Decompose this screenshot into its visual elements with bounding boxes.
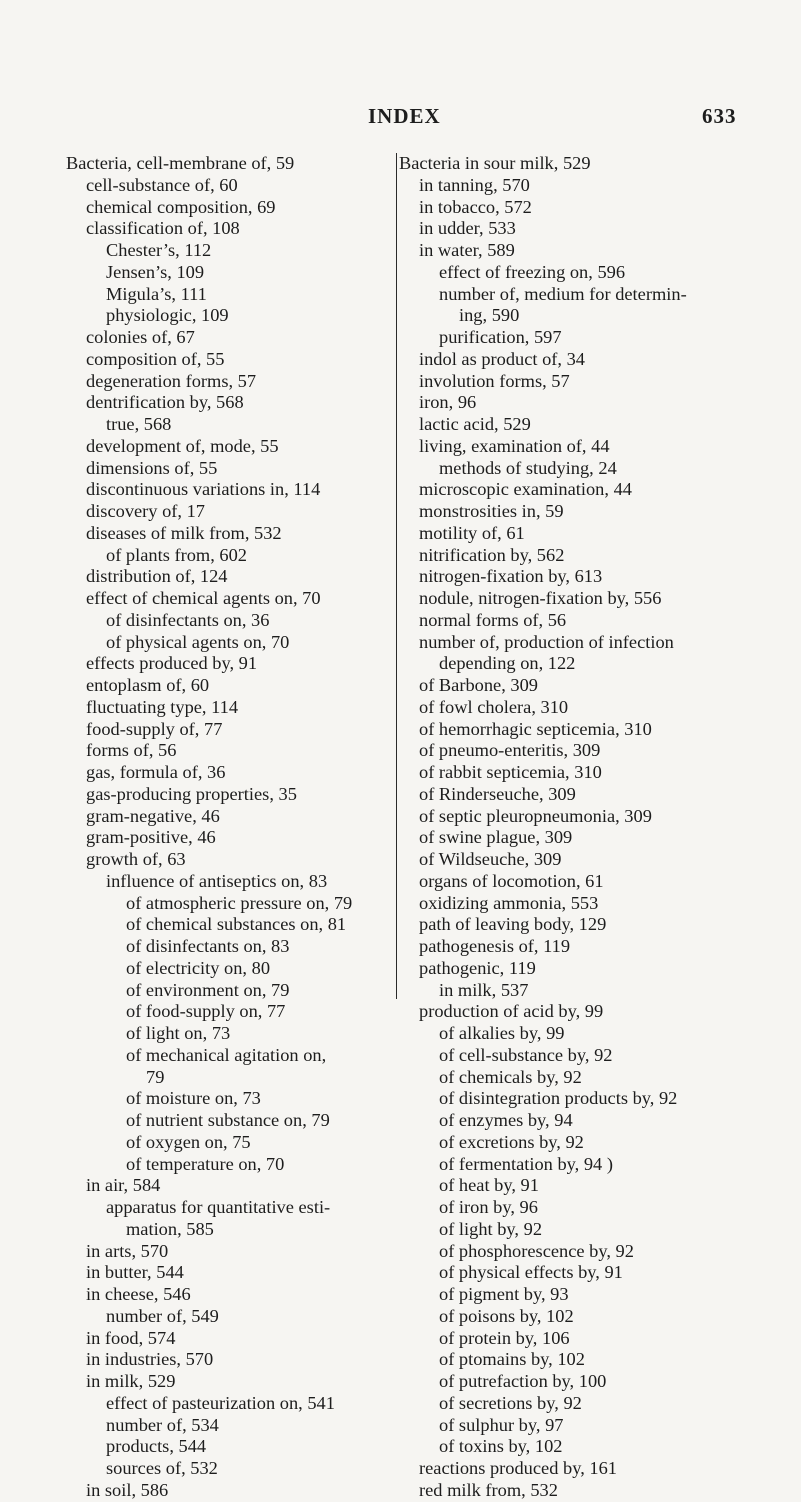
index-entry: apparatus for quantitative esti- <box>106 1197 331 1217</box>
index-entry: chemical composition, 69 <box>86 196 276 217</box>
index-entry: organs of locomotion, 61 <box>419 870 604 891</box>
running-title: INDEX <box>368 104 441 128</box>
index-entry: in arts, 570 <box>86 1240 169 1261</box>
index-entry: of Wildseuche, 309 <box>419 849 562 869</box>
index-entry: gram-positive, 46 <box>86 827 216 848</box>
page-header <box>0 104 801 134</box>
index-entry: diseases of milk from, 532 <box>86 522 282 543</box>
index-entry: entoplasm of, 60 <box>86 675 210 695</box>
index-entry: Jensen’s, 109 <box>106 261 205 282</box>
index-entry: red milk from, 532 <box>419 1479 558 1500</box>
index-entry: of moisture on, 73 <box>126 1088 261 1109</box>
index-entry: of fowl cholera, 310 <box>419 696 569 717</box>
index-entry: fluctuating type, 114 <box>86 696 239 717</box>
index-entry: gas, formula of, 36 <box>86 762 226 782</box>
index-entry: path of leaving body, 129 <box>419 914 607 935</box>
index-entry: methods of studying, 24 <box>439 457 617 478</box>
index-entry: of food-supply on, 77 <box>126 1001 286 1022</box>
index-entry: number of, production of infection <box>419 631 674 652</box>
index-entry: of swine plague, 309 <box>419 827 573 848</box>
index-entry: classification of, 108 <box>86 218 240 239</box>
index-entry: 79 <box>146 1066 165 1087</box>
index-entry: living, examination of, 44 <box>419 435 610 456</box>
index-entry: of disinfectants on, 83 <box>126 936 290 956</box>
index-entry: of disintegration products by, 92 <box>439 1088 678 1109</box>
index-entry: of ptomains by, 102 <box>439 1349 585 1370</box>
index-entry: distribution of, 124 <box>86 566 228 587</box>
index-entry: physiologic, 109 <box>106 305 229 326</box>
index-entry: of physical agents on, 70 <box>106 631 290 652</box>
index-entry: of enzymes by, 94 <box>439 1110 573 1130</box>
index-entry: of oxygen on, 75 <box>126 1131 251 1152</box>
index-entry: nitrification by, 562 <box>419 544 565 565</box>
index-entry: degeneration forms, 57 <box>86 370 257 391</box>
index-entry: true, 568 <box>106 414 172 434</box>
index-entry: in milk, 529 <box>86 1371 176 1391</box>
index-entry: of cell-substance by, 92 <box>439 1044 613 1065</box>
index-entry: of temperature on, 70 <box>126 1153 285 1174</box>
index-entry: of Rinderseuche, 309 <box>419 783 576 804</box>
index-entry: in butter, 544 <box>86 1262 184 1283</box>
index-entry: of hemorrhagic septicemia, 310 <box>419 718 652 739</box>
index-entry: in air, 584 <box>86 1175 161 1196</box>
index-entry: of mechanical agitation on, <box>126 1044 327 1065</box>
index-entry: cell-substance of, 60 <box>86 174 238 195</box>
index-entry: of pneumo-enteritis, 309 <box>419 740 601 761</box>
index-entry: indol as product of, 34 <box>419 348 586 369</box>
index-entry: involution forms, 57 <box>419 370 570 391</box>
index-entry: forms of, 56 <box>86 740 177 761</box>
index-entry: in milk, 537 <box>439 979 529 1000</box>
index-entry: microscopic examination, 44 <box>419 479 632 500</box>
index-entry: of heat by, 91 <box>439 1175 539 1196</box>
index-entry: dentrification by, 568 <box>86 392 244 413</box>
index-entry: of fermentation by, 94 ) <box>439 1153 613 1174</box>
index-entry: dimensions of, 55 <box>86 457 218 478</box>
index-entry: of light by, 92 <box>439 1218 543 1239</box>
index-entry: mation, 585 <box>126 1218 214 1239</box>
index-entry: effects produced by, 91 <box>86 653 258 674</box>
index-entry: of protein by, 106 <box>439 1327 570 1348</box>
index-entry: of physical effects by, 91 <box>439 1262 623 1283</box>
index-entry: colonies of, 67 <box>86 327 195 347</box>
index-entry: growth of, 63 <box>86 849 186 869</box>
index-entry: gas-producing properties, 35 <box>86 783 297 804</box>
index-entry: of electricity on, 80 <box>126 957 271 978</box>
index-entry: of Barbone, 309 <box>419 675 539 695</box>
index-entry: effect of chemical agents on, 70 <box>86 588 321 608</box>
index-entry: of poisons by, 102 <box>439 1305 574 1326</box>
index-entry: Bacteria in sour milk, 529 <box>399 153 591 173</box>
index-entry: of iron by, 96 <box>439 1197 538 1217</box>
index-entry: reactions produced by, 161 <box>419 1458 617 1478</box>
index-entry: oxidizing ammonia, 553 <box>419 892 599 913</box>
index-entry: in industries, 570 <box>86 1349 214 1370</box>
index-entry: monstrosities in, 59 <box>419 501 564 521</box>
index-entry: of toxins by, 102 <box>439 1436 563 1457</box>
index-entry: ing, 590 <box>459 305 520 326</box>
index-entry: in water, 589 <box>419 240 515 260</box>
index-entry: number of, 549 <box>106 1305 219 1326</box>
index-entry: influence of antiseptics on, 83 <box>106 870 328 891</box>
index-entry: in tobacco, 572 <box>419 196 532 217</box>
index-entry: purification, 597 <box>439 327 562 347</box>
index-entry: Bacteria, cell-membrane of, 59 <box>66 153 295 173</box>
index-entry: discovery of, 17 <box>86 501 206 521</box>
index-entry: of plants from, 602 <box>106 544 247 565</box>
index-entry: in cheese, 546 <box>86 1284 191 1304</box>
index-entry: effect of pasteurization on, 541 <box>106 1392 335 1413</box>
index-entry: production of acid by, 99 <box>419 1001 604 1022</box>
index-entry: of secretions by, 92 <box>439 1392 582 1413</box>
index-entry: effect of freezing on, 596 <box>439 261 626 282</box>
index-entry: of disinfectants on, 36 <box>106 609 270 630</box>
index-entry: nitrogen-fixation by, 613 <box>419 566 603 587</box>
index-entry: gram-negative, 46 <box>86 805 220 826</box>
index-entry: development of, mode, 55 <box>86 435 279 456</box>
index-entry: composition of, 55 <box>86 348 225 369</box>
index-entry: food-supply of, 77 <box>86 718 223 739</box>
index-column-left <box>66 153 384 1502</box>
index-entry: of light on, 73 <box>126 1023 231 1043</box>
index-entry: of pigment by, 93 <box>439 1284 569 1304</box>
index-entry: motility of, 61 <box>419 522 525 543</box>
index-entry: depending on, 122 <box>439 653 576 674</box>
index-entry: normal forms of, 56 <box>419 609 567 630</box>
index-entry: of chemicals by, 92 <box>439 1066 582 1087</box>
index-entry: Chester’s, 112 <box>106 240 212 260</box>
index-entry: of environment on, 79 <box>126 979 290 1000</box>
index-entry: of excretions by, 92 <box>439 1131 584 1152</box>
index-entry: in tanning, 570 <box>419 174 530 195</box>
index-column-right <box>396 153 789 1500</box>
index-entry: Migula’s, 111 <box>106 283 207 304</box>
index-entry: of chemical substances on, 81 <box>126 914 347 935</box>
index-entry: number of, medium for determin- <box>439 283 687 304</box>
index-entry: of alkalies by, 99 <box>439 1023 565 1043</box>
index-entry: sources of, 532 <box>106 1458 218 1478</box>
index-entry: in soil, 586 <box>86 1479 169 1500</box>
index-entry: lactic acid, 529 <box>419 414 531 434</box>
index-entry: of putrefaction by, 100 <box>439 1371 607 1391</box>
index-entry: pathogenesis of, 119 <box>419 936 571 956</box>
index-entry: pathogenic, 119 <box>419 957 536 978</box>
index-entry: of septic pleuropneumonia, 309 <box>419 805 652 826</box>
index-entry: nodule, nitrogen-fixation by, 556 <box>419 588 662 608</box>
index-entry: of sulphur by, 97 <box>439 1414 564 1435</box>
index-entry: iron, 96 <box>419 392 477 413</box>
page-number: 633 <box>702 104 737 128</box>
index-entry: of atmospheric pressure on, 79 <box>126 892 353 913</box>
index-entry: in udder, 533 <box>419 218 516 239</box>
index-entry: products, 544 <box>106 1436 207 1457</box>
index-entry: of nutrient substance on, 79 <box>126 1110 330 1130</box>
index-entry: discontinuous variations in, 114 <box>86 479 321 500</box>
index-entry: of rabbit septicemia, 310 <box>419 762 602 782</box>
index-entry: number of, 534 <box>106 1414 219 1435</box>
index-entry: of phosphorescence by, 92 <box>439 1240 634 1261</box>
index-entry: in food, 574 <box>86 1327 176 1348</box>
